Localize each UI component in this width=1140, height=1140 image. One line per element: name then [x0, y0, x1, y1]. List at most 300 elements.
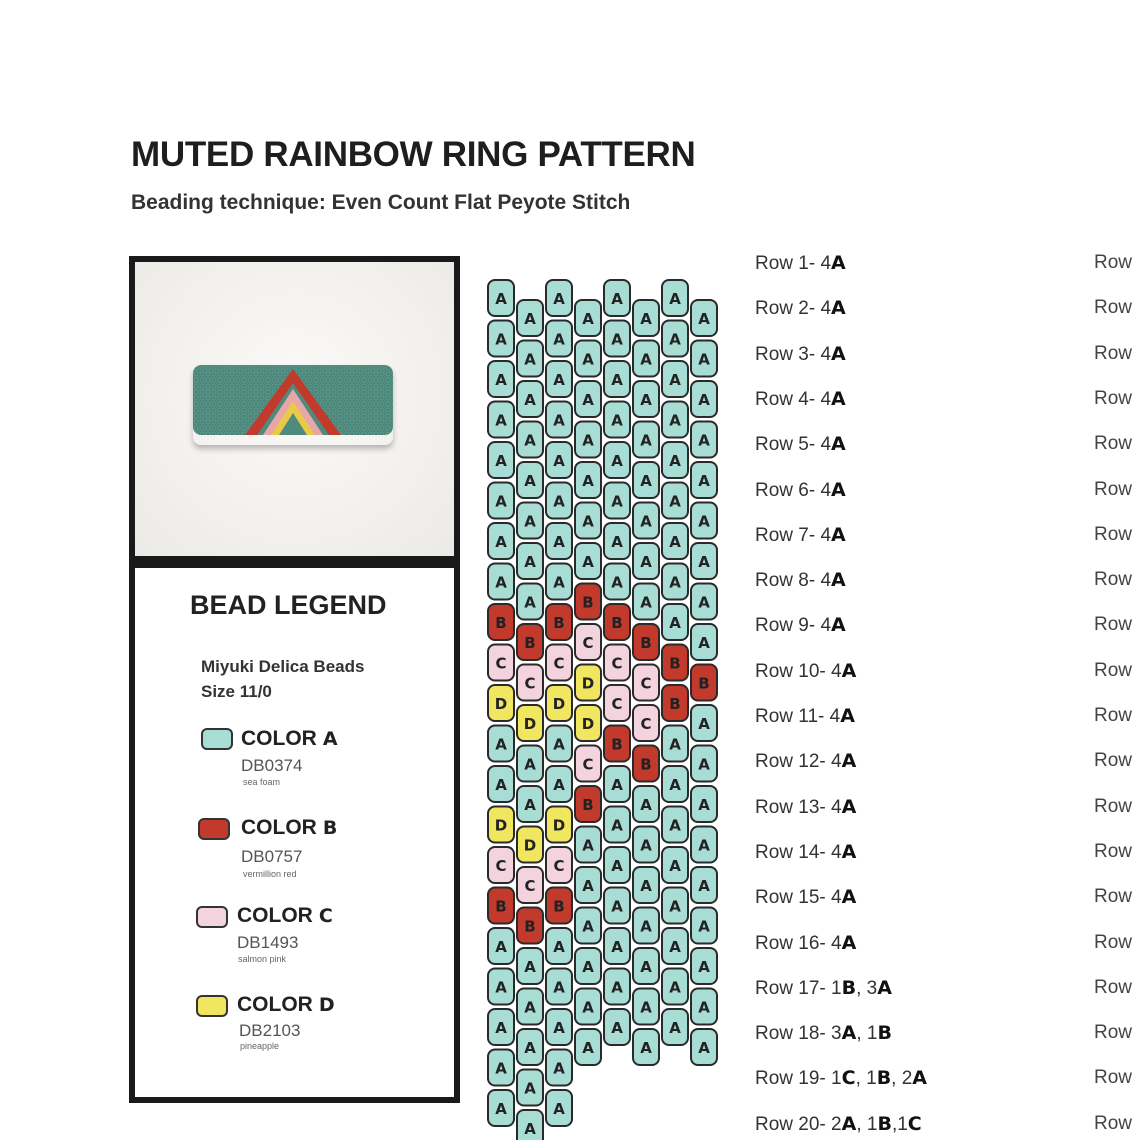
bead-b — [546, 604, 572, 640]
svg-text:A: A — [524, 431, 536, 450]
bead-a — [691, 908, 717, 944]
svg-text:A: A — [524, 796, 536, 814]
svg-text:A: A — [582, 877, 594, 895]
svg-text:A: A — [698, 391, 710, 409]
svg-text:A: A — [582, 310, 594, 328]
svg-text:A: A — [495, 411, 507, 430]
color-c-label: COLOR C — [237, 904, 333, 927]
bead-a — [691, 867, 717, 903]
svg-text:A: A — [640, 431, 652, 450]
bead-a — [546, 523, 572, 559]
bead-a — [488, 321, 514, 357]
row-instruction: Row 11- 4A — [755, 705, 855, 727]
svg-text:D: D — [552, 695, 566, 713]
svg-text:A: A — [524, 391, 536, 409]
row-instruction-cut: Row — [1094, 931, 1133, 953]
svg-text:A: A — [611, 978, 623, 997]
svg-text:A: A — [553, 290, 565, 308]
svg-text:A: A — [495, 290, 507, 308]
bead-b — [488, 604, 514, 640]
svg-text:A: A — [669, 614, 681, 632]
svg-text:A: A — [553, 371, 565, 389]
color-b-name: vermillion red — [243, 869, 297, 879]
svg-text:A: A — [698, 796, 710, 814]
bead-a — [604, 523, 630, 559]
svg-text:A: A — [495, 735, 507, 754]
svg-text:A: A — [669, 735, 681, 754]
bead-a — [633, 584, 659, 620]
svg-text:A: A — [640, 796, 652, 814]
bead-d — [575, 705, 601, 741]
legend-title: BEAD LEGEND — [190, 590, 387, 620]
bead-b — [488, 888, 514, 924]
svg-text:A: A — [698, 310, 710, 328]
svg-text:A: A — [640, 836, 652, 855]
bead-c — [604, 685, 630, 721]
bead-a — [691, 422, 717, 458]
bead-a — [517, 746, 543, 782]
svg-text:A: A — [582, 431, 594, 450]
svg-text:A: A — [611, 573, 623, 592]
svg-text:A: A — [524, 958, 536, 976]
row-instruction-cut: Row — [1094, 433, 1133, 455]
svg-text:A: A — [640, 593, 652, 612]
svg-text:A: A — [640, 877, 652, 895]
svg-text:A: A — [553, 492, 565, 511]
color-b-code: DB0757 — [241, 847, 303, 866]
svg-text:A: A — [640, 998, 652, 1017]
color-c-swatch — [196, 906, 228, 928]
svg-text:A: A — [553, 330, 565, 349]
bead-c — [517, 665, 543, 701]
row-instruction-cut: Row — [1094, 840, 1133, 862]
bead-a — [604, 442, 630, 478]
bead-a — [546, 402, 572, 438]
bead-a — [604, 888, 630, 924]
svg-text:B: B — [611, 614, 623, 632]
bead-a — [662, 766, 688, 802]
svg-text:A: A — [611, 857, 623, 875]
svg-text:B: B — [553, 614, 565, 632]
svg-text:A: A — [611, 330, 623, 349]
svg-text:A: A — [553, 776, 565, 794]
svg-text:A: A — [495, 1059, 507, 1078]
bead-a — [633, 786, 659, 822]
svg-text:C: C — [524, 877, 536, 895]
bead-a — [546, 726, 572, 762]
bead-a — [488, 564, 514, 600]
svg-text:D: D — [494, 816, 508, 835]
bead-a — [488, 280, 514, 316]
color-d-code: DB2103 — [239, 1021, 301, 1040]
row-instruction-cut: Row — [1094, 1112, 1133, 1134]
svg-text:A: A — [611, 938, 623, 956]
svg-text:B: B — [582, 593, 594, 612]
svg-text:B: B — [495, 614, 507, 632]
bead-a — [575, 543, 601, 579]
svg-text:A: A — [553, 573, 565, 592]
svg-text:A: A — [553, 735, 565, 754]
svg-text:B: B — [640, 634, 652, 652]
svg-text:A: A — [495, 330, 507, 349]
svg-text:B: B — [524, 634, 536, 652]
svg-text:A: A — [524, 472, 536, 490]
svg-text:A: A — [582, 1039, 594, 1057]
svg-text:C: C — [524, 674, 536, 693]
bead-a — [575, 867, 601, 903]
bead-a — [575, 1029, 601, 1065]
svg-text:A: A — [524, 350, 536, 369]
svg-text:A: A — [611, 816, 623, 835]
bead-a — [604, 928, 630, 964]
bead-a — [546, 442, 572, 478]
bead-d — [546, 807, 572, 843]
bead-a — [575, 381, 601, 417]
svg-text:A: A — [611, 533, 623, 551]
row-instruction: Row 1- 4A — [755, 252, 846, 274]
bead-size: Size 11/0 — [201, 682, 272, 701]
svg-text:A: A — [669, 1019, 681, 1037]
svg-text:A: A — [640, 553, 652, 571]
svg-text:A: A — [640, 917, 652, 936]
bead-c — [546, 645, 572, 681]
svg-text:D: D — [494, 695, 508, 713]
bead-a — [546, 969, 572, 1005]
bead-a — [691, 786, 717, 822]
bead-a — [604, 969, 630, 1005]
svg-text:A: A — [495, 1100, 507, 1118]
svg-text:A: A — [524, 553, 536, 571]
bead-a — [604, 402, 630, 438]
row-instruction: Row 5- 4A — [755, 433, 846, 456]
bead-a — [633, 422, 659, 458]
svg-text:C: C — [582, 634, 594, 652]
bead-a — [691, 827, 717, 863]
svg-text:A: A — [698, 350, 710, 369]
svg-text:A: A — [669, 816, 681, 835]
svg-text:C: C — [553, 857, 565, 875]
bead-a — [691, 1029, 717, 1065]
svg-text:A: A — [669, 452, 681, 470]
bead-b — [662, 685, 688, 721]
bead-a — [691, 341, 717, 377]
bead-a — [604, 807, 630, 843]
svg-text:A: A — [553, 978, 565, 997]
svg-text:A: A — [524, 1079, 536, 1098]
bead-a — [488, 726, 514, 762]
svg-text:A: A — [553, 452, 565, 470]
bead-a — [488, 483, 514, 519]
svg-text:A: A — [495, 573, 507, 592]
bead-a — [575, 422, 601, 458]
bead-a — [575, 341, 601, 377]
row-instruction-cut: Row — [1094, 478, 1133, 500]
svg-text:A: A — [698, 958, 710, 976]
row-instruction-cut: Row — [1094, 659, 1133, 681]
row-instruction-cut: Row — [1094, 523, 1133, 545]
bead-a — [488, 1009, 514, 1045]
bead-a — [488, 361, 514, 397]
svg-text:B: B — [524, 917, 536, 936]
bead-a — [488, 1090, 514, 1126]
color-a-label: COLOR A — [241, 727, 338, 750]
bead-b — [517, 908, 543, 944]
svg-text:A: A — [698, 917, 710, 936]
svg-text:A: A — [611, 492, 623, 511]
svg-text:A: A — [524, 1120, 536, 1138]
bead-a — [691, 746, 717, 782]
bead-b — [575, 584, 601, 620]
svg-text:C: C — [582, 755, 594, 774]
bead-c — [604, 645, 630, 681]
bead-a — [575, 462, 601, 498]
color-c-code: DB1493 — [237, 933, 299, 952]
bead-a — [546, 361, 572, 397]
svg-text:B: B — [582, 796, 594, 814]
svg-text:A: A — [698, 634, 710, 652]
row-instruction: Row 6- 4A — [755, 478, 846, 501]
bead-a — [691, 381, 717, 417]
row-instruction: Row 3- 4A — [755, 342, 846, 365]
svg-text:A: A — [524, 512, 536, 531]
svg-text:A: A — [495, 938, 507, 956]
bead-a — [488, 442, 514, 478]
bead-b — [604, 604, 630, 640]
svg-text:A: A — [553, 411, 565, 430]
bead-d — [488, 807, 514, 843]
bead-a — [488, 1050, 514, 1086]
bead-a — [488, 523, 514, 559]
bead-a — [604, 280, 630, 316]
ring-photo-frame — [129, 256, 460, 562]
pattern-subtitle: Beading technique: Even Count Flat Peyote Stitch — [131, 191, 631, 214]
bead-a — [633, 948, 659, 984]
ring-photo — [193, 365, 393, 445]
svg-text:A: A — [582, 350, 594, 369]
svg-text:A: A — [669, 897, 681, 916]
bead-a — [662, 564, 688, 600]
bead-a — [662, 402, 688, 438]
bead-a — [691, 989, 717, 1025]
bead-a — [662, 483, 688, 519]
bead-b — [691, 665, 717, 701]
bead-b — [546, 888, 572, 924]
bead-a — [691, 624, 717, 660]
row-instruction: Row 15- 4A — [755, 886, 857, 909]
row-instruction-cut: Row — [1094, 297, 1133, 319]
pattern-title: MUTED RAINBOW RING PATTERN — [131, 135, 696, 174]
svg-text:B: B — [611, 735, 623, 754]
bead-c — [546, 847, 572, 883]
bead-a — [546, 483, 572, 519]
svg-text:A: A — [698, 998, 710, 1017]
bead-a — [633, 462, 659, 498]
bead-a — [546, 1009, 572, 1045]
row-instruction-cut: Row — [1094, 886, 1133, 908]
bead-a — [633, 827, 659, 863]
bead-a — [662, 604, 688, 640]
bead-d — [575, 665, 601, 701]
bead-b — [633, 746, 659, 782]
svg-text:A: A — [582, 391, 594, 409]
svg-text:D: D — [581, 674, 595, 693]
bead-a — [662, 523, 688, 559]
bead-a — [691, 705, 717, 741]
bead-a — [517, 989, 543, 1025]
bead-a — [633, 989, 659, 1025]
bead-a — [691, 503, 717, 539]
row-instruction-cut: Row — [1094, 1067, 1133, 1089]
bead-a — [517, 1110, 543, 1140]
svg-text:A: A — [698, 512, 710, 531]
bead-c — [575, 746, 601, 782]
svg-text:A: A — [698, 877, 710, 895]
svg-text:A: A — [669, 938, 681, 956]
svg-text:A: A — [553, 938, 565, 956]
svg-text:A: A — [669, 857, 681, 875]
svg-text:A: A — [524, 1039, 536, 1057]
bead-a — [488, 402, 514, 438]
bead-a — [633, 1029, 659, 1065]
bead-b — [604, 726, 630, 762]
bead-a — [517, 1029, 543, 1065]
row-instruction: Row 19- 1C, 1B, 2A — [755, 1067, 928, 1090]
svg-text:A: A — [582, 998, 594, 1017]
svg-text:A: A — [611, 290, 623, 308]
bead-a — [604, 321, 630, 357]
row-instruction-cut: Row — [1094, 342, 1133, 364]
svg-text:A: A — [698, 715, 710, 733]
svg-text:A: A — [669, 533, 681, 551]
svg-text:A: A — [640, 310, 652, 328]
row-instruction: Row 14- 4A — [755, 840, 857, 863]
svg-text:B: B — [669, 654, 681, 673]
svg-text:A: A — [698, 472, 710, 490]
svg-text:A: A — [495, 371, 507, 389]
bead-b — [575, 786, 601, 822]
svg-text:D: D — [523, 836, 537, 855]
bead-a — [662, 969, 688, 1005]
svg-text:A: A — [611, 897, 623, 916]
color-a-name: sea foam — [243, 777, 281, 787]
bead-a — [691, 543, 717, 579]
bead-a — [662, 1009, 688, 1045]
bead-a — [604, 483, 630, 519]
svg-text:A: A — [553, 1100, 565, 1118]
bead-c — [633, 705, 659, 741]
bead-legend — [129, 562, 460, 1103]
svg-text:A: A — [640, 958, 652, 976]
bead-a — [546, 1050, 572, 1086]
svg-text:A: A — [640, 350, 652, 369]
bead-a — [691, 300, 717, 336]
bead-a — [575, 300, 601, 336]
bead-a — [546, 564, 572, 600]
svg-text:A: A — [495, 452, 507, 470]
bead-d — [546, 685, 572, 721]
svg-text:A: A — [495, 533, 507, 551]
bead-a — [517, 381, 543, 417]
bead-brand — [201, 654, 364, 704]
bead-a — [691, 948, 717, 984]
bead-c — [517, 867, 543, 903]
svg-text:A: A — [669, 330, 681, 349]
bead-d — [517, 827, 543, 863]
svg-text:B: B — [669, 695, 681, 713]
svg-text:A: A — [582, 917, 594, 936]
bead-a — [575, 503, 601, 539]
bead-b — [662, 645, 688, 681]
bead-a — [604, 564, 630, 600]
svg-text:A: A — [495, 1019, 507, 1037]
bead-a — [633, 300, 659, 336]
svg-text:A: A — [582, 958, 594, 976]
bead-a — [691, 584, 717, 620]
bead-a — [517, 543, 543, 579]
row-instruction: Row 12- 4A — [755, 750, 857, 773]
bead-a — [604, 1009, 630, 1045]
bead-a — [575, 948, 601, 984]
svg-text:A: A — [669, 492, 681, 511]
svg-text:A: A — [524, 310, 536, 328]
bead-a — [633, 341, 659, 377]
svg-text:A: A — [582, 512, 594, 531]
bead-a — [662, 847, 688, 883]
row-instruction-cut: Row — [1094, 569, 1133, 591]
row-instruction: Row 18- 3A, 1B — [755, 1022, 892, 1045]
row-instruction-cut: Row — [1094, 705, 1133, 726]
svg-text:A: A — [669, 978, 681, 997]
bead-a — [546, 321, 572, 357]
bead-a — [575, 908, 601, 944]
svg-text:A: A — [553, 1059, 565, 1078]
svg-text:A: A — [582, 836, 594, 855]
bead-c — [575, 624, 601, 660]
bead-a — [517, 584, 543, 620]
bead-c — [633, 665, 659, 701]
svg-text:A: A — [698, 553, 710, 571]
bead-a — [517, 300, 543, 336]
row-instruction: Row 7- 4A — [755, 523, 846, 546]
bead-a — [633, 908, 659, 944]
bead-a — [488, 766, 514, 802]
row-instruction: Row 13- 4A — [755, 795, 857, 818]
bead-a — [662, 442, 688, 478]
svg-text:A: A — [698, 1039, 710, 1057]
bead-a — [517, 786, 543, 822]
svg-text:A: A — [698, 593, 710, 612]
bead-c — [488, 645, 514, 681]
svg-text:B: B — [553, 897, 565, 916]
svg-text:D: D — [552, 816, 566, 835]
bead-a — [604, 766, 630, 802]
svg-text:A: A — [524, 593, 536, 612]
svg-text:A: A — [640, 391, 652, 409]
row-instruction-cut: Row — [1094, 252, 1133, 273]
bead-brand-name: Miyuki Delica Beads — [201, 657, 365, 676]
svg-text:A: A — [669, 776, 681, 794]
svg-text:A: A — [640, 472, 652, 490]
bead-a — [517, 948, 543, 984]
svg-text:A: A — [495, 492, 507, 511]
bead-a — [575, 989, 601, 1025]
color-a-swatch — [201, 728, 233, 750]
svg-text:C: C — [495, 654, 507, 673]
bead-b — [633, 624, 659, 660]
svg-text:A: A — [669, 573, 681, 592]
color-a-code: DB0374 — [241, 756, 303, 775]
bead-b — [517, 624, 543, 660]
